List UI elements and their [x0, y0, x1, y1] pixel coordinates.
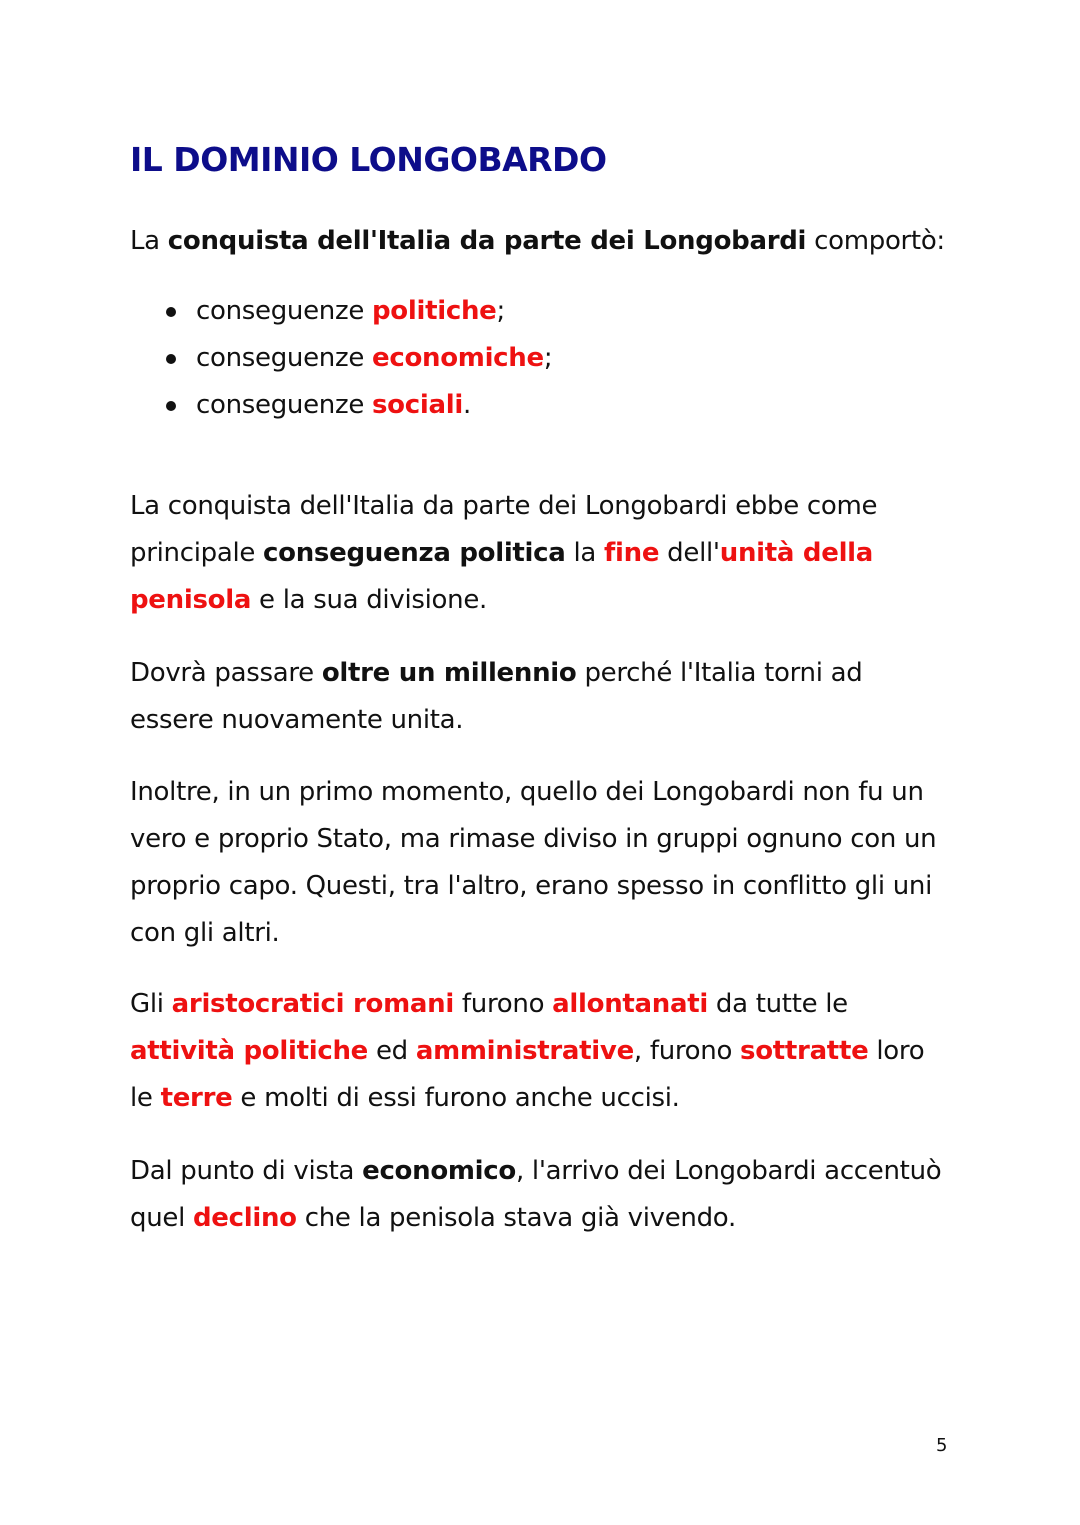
p5-text-1: Dal punto di vista	[130, 1156, 363, 1186]
p4-highlight-sottratte: sottratte	[740, 1036, 869, 1066]
bullet-suffix: .	[462, 390, 471, 420]
paragraph-economic	[130, 1148, 950, 1242]
p4-text-4: ed	[368, 1036, 416, 1066]
p4-highlight-terre: terre	[160, 1083, 233, 1113]
bullet-prefix: conseguenze	[196, 390, 372, 420]
p5-highlight-declino: declino	[192, 1203, 297, 1233]
bullet-prefix: conseguenze	[196, 343, 372, 373]
p5-bold-economico: economico	[362, 1156, 516, 1186]
bullet-highlight: sociali	[372, 390, 463, 420]
page-title: IL DOMINIO LONGOBARDO	[130, 140, 607, 179]
paragraph-groups	[130, 769, 950, 957]
bullet-highlight: politiche	[372, 296, 497, 326]
intro-bold-conquista: conquista dell'Italia da parte dei Longobardi	[167, 226, 807, 256]
p4-text-2: furono	[453, 989, 553, 1019]
p4-highlight-attivita: attività politiche	[130, 1036, 368, 1066]
p2-text-2: perché l'Italia torni ad essere nuovamente unita.	[130, 658, 863, 735]
intro-text-1: La	[130, 226, 168, 256]
p4-text-7: e molti di essi furono anche uccisi.	[232, 1083, 680, 1113]
bullet-suffix: ;	[543, 343, 553, 373]
p4-highlight-aristocratici: aristocratici romani	[171, 989, 454, 1019]
intro-paragraph	[130, 218, 950, 265]
p4-text-3: da tutte le	[707, 989, 848, 1019]
list-item	[160, 335, 552, 382]
bullet-dot-icon	[166, 401, 176, 411]
p3-text-1: Inoltre, in un primo momento, quello dei Longobardi non fu un vero e proprio Stato, ma rimase diviso in gruppi ognuno con un proprio capo. Questi, tra l'altro, erano spesso in conflitto gli uni con gli altri.	[130, 777, 937, 948]
paragraph-political-consequence	[130, 483, 950, 624]
p4-highlight-allontanati: allontanati	[552, 989, 708, 1019]
p2-text-1: Dovrà passare	[130, 658, 322, 688]
bullet-dot-icon	[166, 307, 176, 317]
p1-text-3: dell'	[659, 538, 720, 568]
bullet-highlight: economiche	[372, 343, 544, 373]
list-item	[160, 288, 552, 335]
p5-text-2: , l'arrivo dei Longobardi accentuò quel	[130, 1156, 942, 1233]
bullet-suffix: ;	[496, 296, 505, 326]
bullet-prefix: conseguenze	[196, 296, 372, 326]
p4-text-1: Gli	[130, 989, 172, 1019]
paragraph-aristocrats	[130, 981, 950, 1122]
page-number: 5	[936, 1435, 948, 1456]
p1-bold-conseguenza: conseguenza politica	[263, 538, 566, 568]
intro-text-2: comportò:	[806, 226, 945, 256]
p4-text-5: , furono	[633, 1036, 741, 1066]
p1-text-1: La conquista dell'Italia da parte dei Longobardi ebbe come principale	[130, 491, 878, 568]
p5-text-3: che la penisola stava già vivendo.	[296, 1203, 736, 1233]
list-item	[160, 382, 552, 429]
bullet-dot-icon	[166, 354, 176, 364]
paragraph-millennium	[130, 650, 950, 744]
p1-highlight-fine: fine	[604, 538, 660, 568]
p1-text-4: e la sua divisione.	[251, 585, 487, 615]
p4-highlight-amministrative: amministrative	[415, 1036, 634, 1066]
consequences-list	[160, 288, 552, 429]
p4-text-6: loro le	[130, 1036, 925, 1113]
p1-text-2: la	[565, 538, 605, 568]
p1-highlight-unita: unità della penisola	[130, 538, 874, 615]
p2-bold-millennio: oltre un millennio	[321, 658, 577, 688]
